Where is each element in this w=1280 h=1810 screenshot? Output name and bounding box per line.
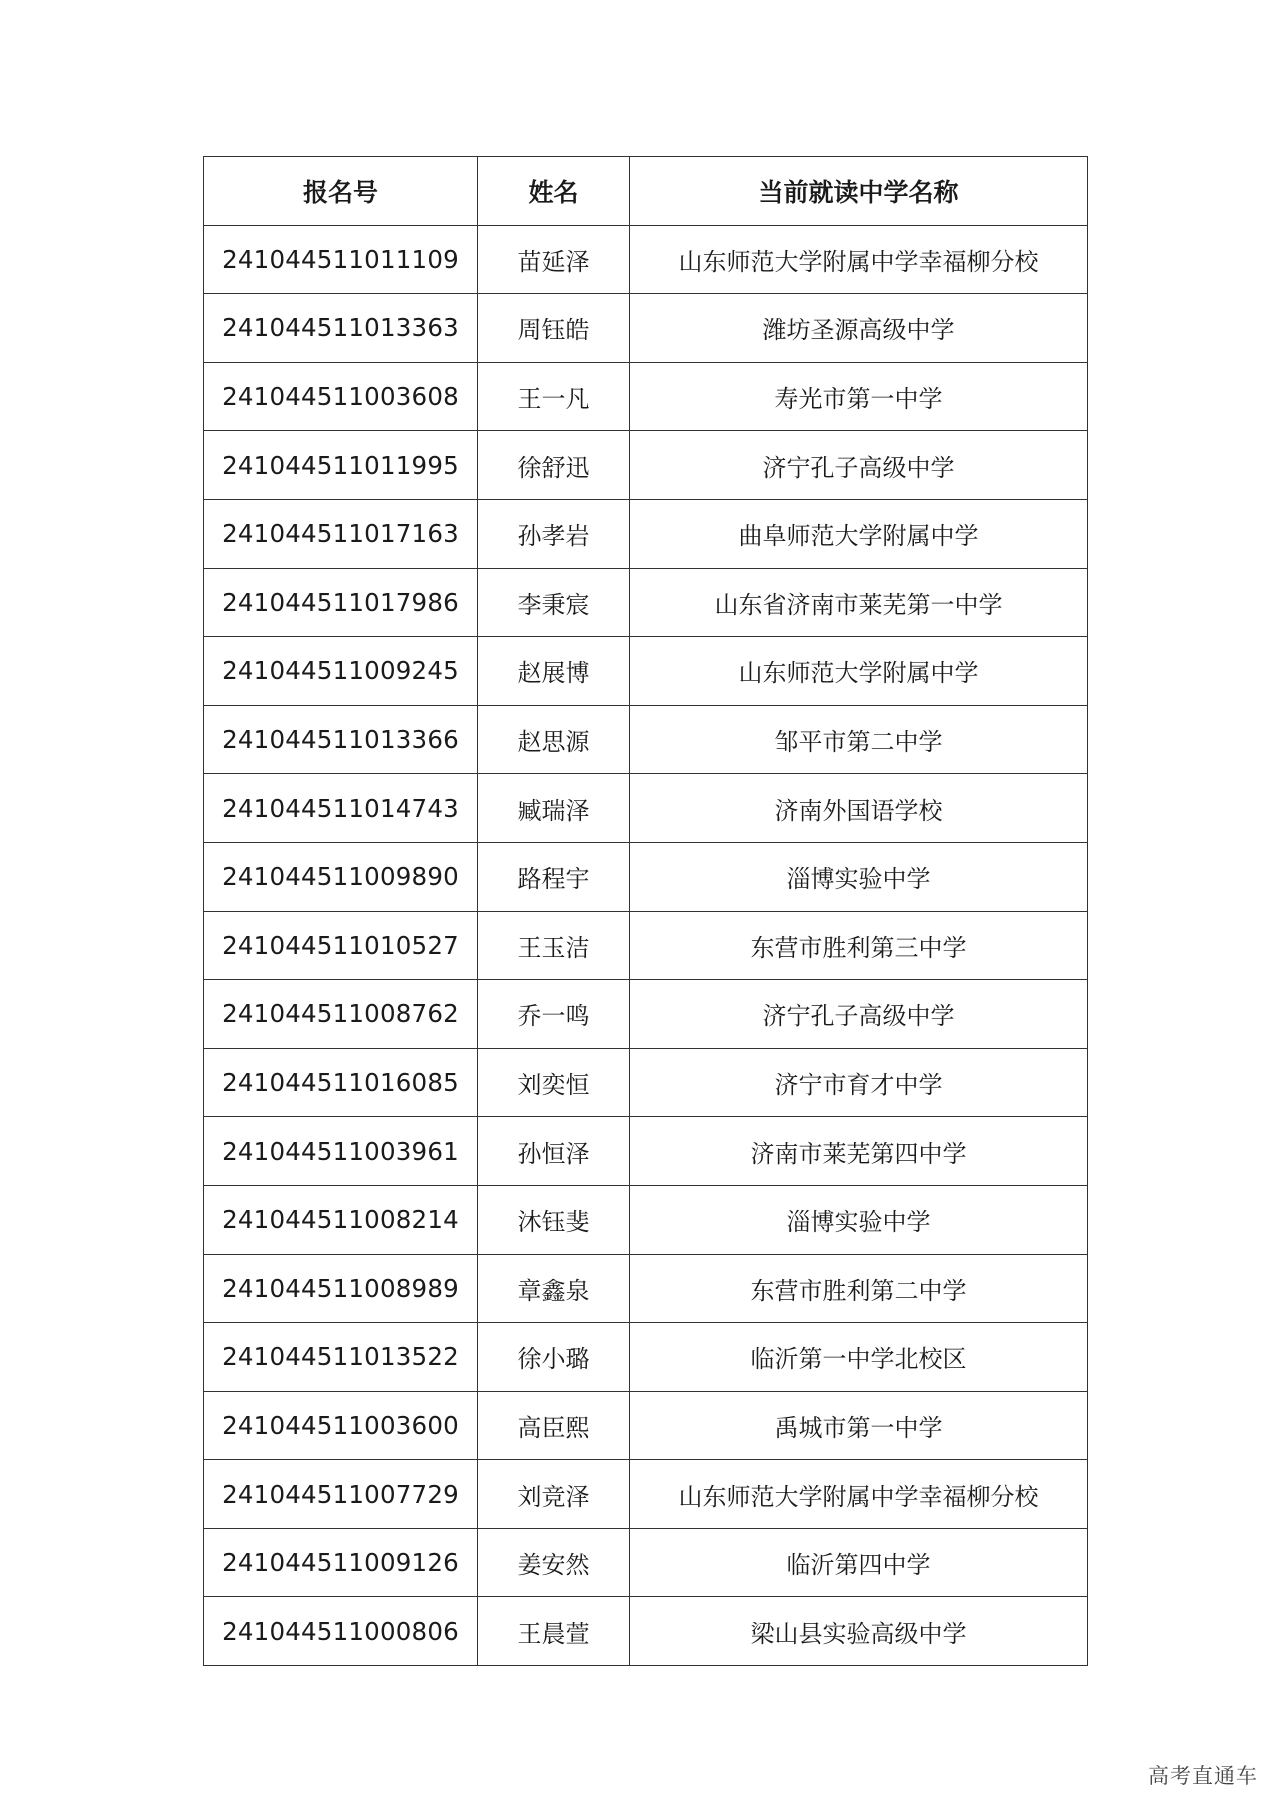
registration-number-cell: 241044511016085 [204, 1048, 478, 1117]
header-school: 当前就读中学名称 [630, 157, 1088, 226]
registration-number-cell: 241044511003961 [204, 1117, 478, 1186]
table-row [204, 842, 1088, 911]
school-name-cell: 山东师范大学附属中学幸福柳分校 [630, 1460, 1088, 1529]
school-name-cell: 山东省济南市莱芜第一中学 [630, 568, 1088, 637]
student-name-cell: 高臣熙 [478, 1391, 630, 1460]
table-row [204, 1528, 1088, 1597]
school-name-cell: 东营市胜利第三中学 [630, 911, 1088, 980]
student-name-cell: 沐钰斐 [478, 1185, 630, 1254]
student-name-cell: 乔一鸣 [478, 980, 630, 1049]
registration-number-cell: 241044511008762 [204, 980, 478, 1049]
table-row [204, 637, 1088, 706]
table-row [204, 1597, 1088, 1666]
table-row [204, 1048, 1088, 1117]
student-name-cell: 周钰皓 [478, 294, 630, 363]
school-name-cell: 济宁市育才中学 [630, 1048, 1088, 1117]
registration-number-cell: 241044511011995 [204, 431, 478, 500]
school-name-cell: 梁山县实验高级中学 [630, 1597, 1088, 1666]
student-name-cell: 王一凡 [478, 362, 630, 431]
table-row [204, 1254, 1088, 1323]
school-name-cell: 临沂第一中学北校区 [630, 1323, 1088, 1392]
school-name-cell: 山东师范大学附属中学 [630, 637, 1088, 706]
header-registration-number: 报名号 [204, 157, 478, 226]
school-name-cell: 济宁孔子高级中学 [630, 980, 1088, 1049]
registration-number-cell: 241044511007729 [204, 1460, 478, 1529]
school-name-cell: 东营市胜利第二中学 [630, 1254, 1088, 1323]
student-name-cell: 姜安然 [478, 1528, 630, 1597]
table-row [204, 431, 1088, 500]
student-name-cell: 刘奕恒 [478, 1048, 630, 1117]
table-row [204, 362, 1088, 431]
table-row [204, 1323, 1088, 1392]
school-name-cell: 禹城市第一中学 [630, 1391, 1088, 1460]
table-header-row [204, 157, 1088, 226]
registration-number-cell: 241044511013522 [204, 1323, 478, 1392]
registration-number-cell: 241044511014743 [204, 774, 478, 843]
school-name-cell: 淄博实验中学 [630, 842, 1088, 911]
school-name-cell: 邹平市第二中学 [630, 705, 1088, 774]
registration-number-cell: 241044511009890 [204, 842, 478, 911]
table-row [204, 568, 1088, 637]
registration-number-cell: 241044511008214 [204, 1185, 478, 1254]
school-name-cell: 济宁孔子高级中学 [630, 431, 1088, 500]
registration-number-cell: 241044511003608 [204, 362, 478, 431]
admission-list-table [203, 156, 1088, 1666]
registration-number-cell: 241044511010527 [204, 911, 478, 980]
table-row [204, 705, 1088, 774]
table-row [204, 911, 1088, 980]
registration-number-cell: 241044511000806 [204, 1597, 478, 1666]
registration-number-cell: 241044511008989 [204, 1254, 478, 1323]
student-name-cell: 苗延泽 [478, 225, 630, 294]
table-row [204, 1460, 1088, 1529]
registration-number-cell: 241044511017986 [204, 568, 478, 637]
registration-number-cell: 241044511017163 [204, 499, 478, 568]
registration-number-cell: 241044511011109 [204, 225, 478, 294]
student-name-cell: 王玉洁 [478, 911, 630, 980]
student-name-cell: 徐舒迅 [478, 431, 630, 500]
registration-number-cell: 241044511009126 [204, 1528, 478, 1597]
student-name-cell: 章鑫泉 [478, 1254, 630, 1323]
school-name-cell: 潍坊圣源高级中学 [630, 294, 1088, 363]
table-row [204, 499, 1088, 568]
student-name-cell: 刘竞泽 [478, 1460, 630, 1529]
school-name-cell: 曲阜师范大学附属中学 [630, 499, 1088, 568]
student-name-cell: 路程宇 [478, 842, 630, 911]
table-row [204, 980, 1088, 1049]
registration-number-cell: 241044511013366 [204, 705, 478, 774]
school-name-cell: 济南市莱芜第四中学 [630, 1117, 1088, 1186]
student-name-cell: 王晨萱 [478, 1597, 630, 1666]
student-name-cell: 徐小璐 [478, 1323, 630, 1392]
school-name-cell: 山东师范大学附属中学幸福柳分校 [630, 225, 1088, 294]
student-name-cell: 孙孝岩 [478, 499, 630, 568]
student-name-cell: 臧瑞泽 [478, 774, 630, 843]
table-row [204, 225, 1088, 294]
student-name-cell: 赵展博 [478, 637, 630, 706]
table-row [204, 1185, 1088, 1254]
school-name-cell: 济南外国语学校 [630, 774, 1088, 843]
registration-number-cell: 241044511009245 [204, 637, 478, 706]
school-name-cell: 寿光市第一中学 [630, 362, 1088, 431]
header-name: 姓名 [478, 157, 630, 226]
school-name-cell: 临沂第四中学 [630, 1528, 1088, 1597]
table-row [204, 294, 1088, 363]
table-row [204, 1391, 1088, 1460]
table-row [204, 774, 1088, 843]
table-body [204, 225, 1088, 1665]
watermark-text: 高考直通车 [1148, 1764, 1258, 1788]
registration-number-cell: 241044511003600 [204, 1391, 478, 1460]
student-name-cell: 孙恒泽 [478, 1117, 630, 1186]
student-name-cell: 李秉宸 [478, 568, 630, 637]
student-name-cell: 赵思源 [478, 705, 630, 774]
table-row [204, 1117, 1088, 1186]
registration-number-cell: 241044511013363 [204, 294, 478, 363]
school-name-cell: 淄博实验中学 [630, 1185, 1088, 1254]
